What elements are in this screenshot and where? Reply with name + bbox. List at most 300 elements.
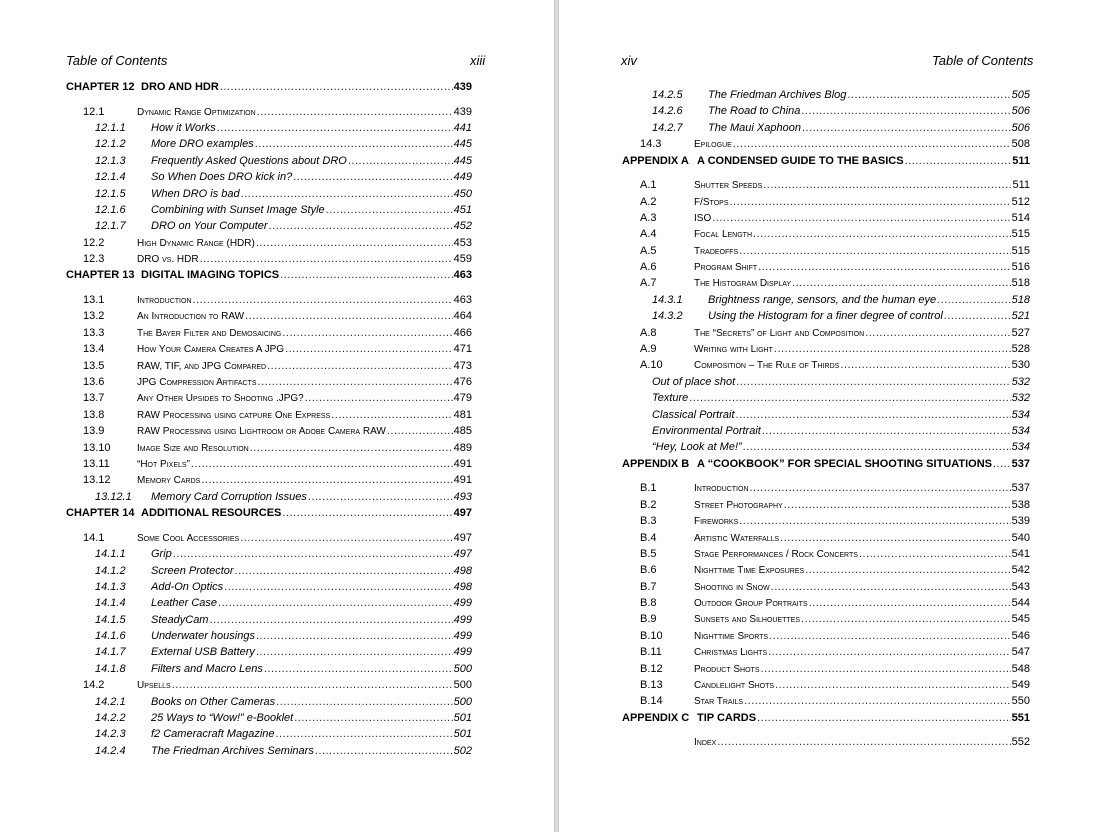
toc-entry-title: Leather Case (151, 597, 218, 610)
toc-entry-title: The Road to China (708, 105, 801, 118)
right-header-page-number: xiv (621, 53, 637, 68)
dot-leader (753, 226, 1011, 242)
toc-entry-section[interactable] (66, 235, 472, 251)
toc-entry-page-number: 516 (1011, 261, 1030, 274)
toc-entry-section[interactable] (66, 407, 472, 423)
toc-entry-sub[interactable] (622, 120, 1030, 136)
toc-entry-page-number: 476 (453, 376, 472, 389)
dot-leader (792, 275, 1011, 291)
toc-entry-sub[interactable] (66, 710, 472, 726)
toc-entry-number: 12.3 (83, 253, 105, 266)
dot-leader (348, 153, 453, 169)
toc-entry-title: A CONDENSED GUIDE TO THE BASICS (697, 154, 904, 167)
toc-entry-page-number: 491 (453, 457, 472, 470)
toc-entry-number: 12.1.4 (95, 171, 126, 184)
toc-entry-section[interactable] (622, 136, 1030, 152)
toc-entry-number: B.8 (640, 597, 657, 610)
toc-entry-sub[interactable] (66, 546, 472, 562)
toc-entry-title: Focal Length (694, 229, 753, 241)
dot-leader (758, 259, 1010, 275)
toc-entry-section[interactable] (66, 423, 472, 439)
toc-entry-title: RAW Processing using Lightroom or Adobe Camera RAW (137, 426, 386, 438)
toc-entry-title: Brightness range, sensors, and the human eye (708, 293, 937, 306)
toc-entry-chapter[interactable] (66, 505, 472, 521)
toc-entry-chapter[interactable] (622, 153, 1030, 169)
toc-entry-number: 12.1.3 (95, 154, 126, 167)
toc-entry-title: Upsells (137, 680, 171, 692)
toc-entry-page-number: 505 (1011, 89, 1030, 101)
toc-entry-page-number: 514 (1011, 211, 1030, 224)
toc-entry-sub[interactable] (622, 292, 1030, 308)
toc-entry-title: f2 Cameracraft Magazine (151, 728, 275, 741)
toc-entry-number: 12.1.2 (95, 138, 126, 151)
toc-entry-section[interactable] (622, 226, 1030, 242)
toc-entry-page-number: 544 (1011, 597, 1030, 610)
dot-leader (209, 612, 452, 628)
toc-entry-section[interactable] (622, 546, 1030, 562)
toc-entry-title: Add-On Optics (151, 580, 224, 593)
dot-leader (240, 530, 452, 546)
toc-entry-sub[interactable] (622, 87, 1030, 103)
toc-entry-title: ISO (694, 212, 712, 224)
toc-entry-section[interactable] (66, 325, 472, 341)
toc-entry-number: 14.2.4 (95, 744, 126, 757)
toc-entry-section[interactable] (66, 341, 472, 357)
toc-entry-page-number: 439 (453, 105, 472, 118)
toc-entry-page-number: 498 (453, 580, 472, 593)
toc-entry-section[interactable] (622, 497, 1030, 513)
dot-leader (809, 595, 1011, 611)
toc-entry-section[interactable] (66, 308, 472, 324)
toc-entry-section[interactable] (622, 210, 1030, 226)
toc-entry-plain[interactable] (622, 423, 1030, 439)
toc-entry-number: B.4 (640, 531, 657, 544)
toc-entry-title: Filters and Macro Lens (151, 662, 263, 675)
toc-entry-page-number: 515 (1011, 228, 1030, 241)
toc-entry-page-number: 500 (453, 695, 472, 708)
toc-entry-section[interactable] (622, 677, 1030, 693)
toc-entry-page-number: 464 (453, 310, 472, 323)
toc-entry-section[interactable] (622, 341, 1030, 357)
toc-entry-section[interactable] (622, 644, 1030, 660)
toc-entry-sub[interactable] (66, 202, 472, 218)
dot-leader (905, 153, 1012, 169)
dot-leader (743, 439, 1011, 455)
toc-spacer (622, 726, 1030, 734)
toc-entry-sub[interactable] (622, 103, 1030, 119)
toc-entry-title: “Hey, Look at Me!” (652, 441, 742, 454)
dot-leader (730, 194, 1011, 210)
toc-entry-title: Street Photography (694, 499, 783, 511)
dot-leader (282, 325, 452, 341)
toc-entry-page-number: 450 (453, 187, 472, 200)
toc-entry-section[interactable] (622, 177, 1030, 193)
toc-entry-number: 13.3 (83, 326, 105, 339)
toc-entry-page-number: 506 (1011, 121, 1030, 134)
toc-entry-page-number: 491 (453, 474, 472, 487)
toc-entry-section[interactable] (622, 562, 1030, 578)
toc-entry-section[interactable] (66, 530, 472, 546)
toc-entry-section[interactable] (66, 440, 472, 456)
dot-leader (775, 677, 1011, 693)
toc-entry-page-number: 449 (453, 171, 472, 184)
toc-entry-title: RAW, TIF, and JPG Compared (137, 360, 267, 372)
dot-leader (293, 169, 452, 185)
toc-entry-section[interactable] (622, 480, 1030, 496)
dot-leader (739, 243, 1010, 259)
toc-entry-page-number: 542 (1011, 564, 1030, 577)
toc-entry-title: The Friedman Archives Seminars (151, 744, 314, 757)
toc-entry-title: Memory Card Corruption Issues (151, 490, 307, 503)
dot-leader (280, 267, 453, 283)
toc-entry-number: A.5 (640, 244, 657, 257)
toc-entry-title: The Histogram Display (694, 278, 792, 290)
toc-entry-title: Epilogue (694, 139, 732, 151)
toc-entry-title: Environmental Portrait (652, 425, 761, 437)
toc-entry-number: APPENDIX A (622, 154, 689, 167)
toc-entry-title: The Maui Xaphoon (708, 121, 801, 134)
dot-leader (802, 120, 1011, 136)
toc-entry-page-number: 508 (1011, 138, 1030, 151)
dot-leader (200, 251, 453, 267)
toc-entry-title: Writing with Light (694, 344, 773, 356)
toc-entry-section[interactable] (622, 194, 1030, 210)
dot-leader (784, 497, 1011, 513)
toc-entry-page-number: 439 (453, 81, 472, 93)
toc-entry-sub[interactable] (66, 579, 472, 595)
toc-entry-sub[interactable] (622, 308, 1030, 324)
toc-entry-sub[interactable] (66, 726, 472, 742)
dot-leader (256, 628, 453, 644)
toc-entry-page-number: 463 (453, 294, 472, 307)
toc-entry-sub[interactable] (66, 218, 472, 234)
toc-entry-page-number: 498 (453, 564, 472, 577)
dot-leader (744, 693, 1011, 709)
toc-entry-number: A.10 (640, 359, 663, 372)
toc-entry-title: Artistic Waterfalls (694, 532, 780, 544)
toc-entry-sub[interactable] (66, 694, 472, 710)
toc-entry-page-number: 534 (1011, 408, 1030, 421)
toc-entry-plain[interactable] (622, 374, 1030, 390)
toc-entry-page-number: 459 (453, 253, 472, 266)
toc-entry-page-number: 499 (453, 597, 472, 610)
dot-leader (739, 513, 1010, 529)
toc-entry-title: Shutter Speeds (694, 180, 763, 192)
toc-entry-number: B.2 (640, 498, 657, 511)
toc-entry-title: The Bayer Filter and Demosaicing (137, 327, 282, 339)
toc-entry-page-number: 551 (1011, 711, 1030, 724)
toc-entry-page-number: 473 (453, 359, 472, 372)
toc-entry-number: 13.7 (83, 392, 105, 405)
toc-entry-section[interactable] (622, 243, 1030, 259)
toc-entry-section[interactable] (622, 530, 1030, 546)
toc-entry-page-number: 545 (1011, 613, 1030, 626)
dot-leader (768, 644, 1011, 660)
toc-entry-sub[interactable] (66, 612, 472, 628)
toc-spacer (66, 95, 472, 103)
dot-leader (847, 87, 1010, 103)
dot-leader (173, 546, 453, 562)
toc-entry-page-number: 539 (1011, 515, 1030, 528)
toc-entry-title: Memory Cards (137, 475, 201, 487)
dot-leader (172, 677, 453, 693)
toc-spacer (622, 169, 1030, 177)
dot-leader (235, 563, 453, 579)
toc-entry-number: 13.9 (83, 425, 105, 438)
toc-entry-plain[interactable] (622, 407, 1030, 423)
toc-entry-number: 13.1 (83, 294, 105, 307)
toc-entry-title: Texture (652, 392, 689, 405)
toc-entry-page-number: 552 (1011, 736, 1030, 749)
toc-entry-number: 14.1.7 (95, 646, 126, 659)
toc-entry-title: RAW Processing using catpure One Express (137, 409, 331, 421)
toc-entry-page-number: 471 (453, 343, 472, 356)
toc-entry-title: How it Works (151, 121, 216, 134)
toc-entry-number: 14.2 (83, 679, 105, 692)
dot-leader (712, 210, 1010, 226)
toc-entry-sub[interactable] (66, 628, 472, 644)
toc-entry-page-number: 497 (453, 531, 472, 544)
toc-entry-title: More DRO examples (151, 138, 254, 151)
toc-entry-number: B.12 (640, 662, 663, 675)
dot-leader (276, 694, 453, 710)
dot-leader (218, 595, 453, 611)
right-header-title: Table of Contents (932, 53, 1034, 68)
toc-entry-page-number: 441 (453, 121, 472, 134)
toc-entry-number: 14.1.5 (95, 613, 126, 626)
toc-entry-title: DRO on Your Computer (151, 220, 268, 233)
toc-entry-number: 14.3.2 (652, 310, 683, 323)
toc-entry-page-number: 500 (453, 662, 472, 675)
toc-entry-page-number: 493 (453, 490, 472, 503)
dot-leader (267, 358, 453, 374)
toc-entry-chapter[interactable] (66, 267, 472, 283)
toc-entry-chapter[interactable] (622, 710, 1030, 726)
toc-entry-page-number: 497 (453, 507, 472, 520)
toc-entry-page-number: 497 (453, 548, 472, 561)
dot-leader (993, 456, 1011, 472)
toc-entry-page-number: 485 (453, 425, 472, 438)
toc-entry-page-number: 499 (453, 630, 472, 643)
toc-entry-number: B.13 (640, 679, 663, 692)
toc-entry-page-number: 453 (453, 236, 472, 249)
toc-entry-page-number: 540 (1011, 531, 1030, 544)
toc-entry-number: B.9 (640, 613, 657, 626)
dot-leader (250, 440, 453, 456)
toc-entry-title: High Dynamic Range (HDR) (137, 237, 255, 249)
toc-entry-number: B.14 (640, 695, 663, 708)
dot-leader (774, 341, 1011, 357)
dot-leader (217, 120, 453, 136)
toc-entry-page-number: 511 (1012, 179, 1030, 192)
toc-entry-sub[interactable] (66, 489, 472, 505)
toc-entry-page-number: 479 (453, 392, 472, 405)
toc-entry-title: Introduction (694, 483, 749, 495)
toc-entry-section[interactable] (66, 472, 472, 488)
toc-entry-title: A “COOKBOOK” FOR SPECIAL SHOOTING SITUATIONS (697, 457, 992, 470)
toc-entry-number: A.9 (640, 343, 657, 356)
toc-entry-sub[interactable] (66, 563, 472, 579)
toc-entry-page-number: 511 (1012, 154, 1030, 167)
toc-entry-title: Fireworks (694, 516, 739, 528)
dot-leader (944, 308, 1011, 324)
toc-entry-section[interactable] (66, 677, 472, 693)
toc-entry-title: ADDITIONAL RESOURCES (141, 507, 282, 520)
toc-entry-title: Star Trails (694, 696, 744, 708)
toc-entry-title: Underwater housings (151, 630, 255, 643)
dot-leader (315, 743, 453, 759)
dot-leader (805, 562, 1010, 578)
toc-entry-section[interactable] (622, 611, 1030, 627)
toc-entry-title: An Introduction to RAW (137, 311, 245, 323)
toc-entry-number: A.7 (640, 277, 657, 290)
toc-entry-plain[interactable] (622, 390, 1030, 406)
toc-entry-number: 14.2.6 (652, 105, 683, 118)
toc-entry-title: TIP CARDS (697, 711, 757, 724)
toc-entry-page-number: 501 (453, 712, 472, 725)
toc-entry-page-number: 546 (1011, 629, 1030, 642)
toc-entry-section[interactable] (622, 661, 1030, 677)
toc-entry-page-number: 481 (453, 408, 472, 421)
dot-leader (264, 661, 453, 677)
toc-entry-title: When DRO is bad (151, 187, 240, 200)
left-page (0, 0, 555, 832)
toc-entry-page-number: 500 (453, 679, 472, 692)
toc-entry-section[interactable] (622, 595, 1030, 611)
toc-entry-chapter[interactable] (622, 456, 1030, 472)
dot-leader (865, 325, 1010, 341)
toc-entry-number: 14.2.5 (652, 89, 683, 101)
toc-entry-number: 14.1.3 (95, 580, 126, 593)
dot-leader (736, 407, 1011, 423)
dot-leader (285, 341, 453, 357)
toc-entry-title: “Hot Pixels” (137, 458, 190, 470)
toc-entry-section[interactable] (622, 693, 1030, 709)
toc-entry-section[interactable] (66, 374, 472, 390)
dot-leader (326, 202, 453, 218)
toc-entry-sub[interactable] (66, 743, 472, 759)
left-header-title: Table of Contents (66, 53, 168, 68)
toc-entry-number: 13.11 (83, 457, 110, 470)
toc-entry-page-number: 452 (453, 220, 472, 233)
dot-leader (255, 136, 453, 152)
toc-entry-sub[interactable] (66, 120, 472, 136)
toc-entry-title: Using the Histogram for a finer degree of control (708, 310, 943, 323)
toc-entry-section[interactable] (622, 579, 1030, 595)
dot-leader (733, 136, 1011, 152)
toc-entry-number: 12.1.1 (95, 121, 126, 134)
toc-entry-title: Frequently Asked Questions about DRO (151, 154, 347, 167)
toc-entry-page-number: 538 (1011, 498, 1030, 511)
toc-entry-page-number: 499 (453, 613, 472, 626)
toc-entry-title: Outdoor Group Portraits (694, 598, 808, 610)
dot-leader (801, 611, 1011, 627)
toc-entry-title: The Friedman Archives Blog (708, 89, 847, 101)
toc-entry-title: SteadyCam (151, 613, 209, 626)
toc-entry-section[interactable] (66, 104, 472, 120)
toc-entry-page-number: 534 (1011, 425, 1030, 437)
toc-entry-number: A.6 (640, 261, 657, 274)
toc-entry-title: Dynamic Range Optimization (137, 106, 256, 118)
toc-entry-sub[interactable] (66, 153, 472, 169)
toc-entry-page-number: 515 (1011, 244, 1030, 257)
toc-entry-page-number: 530 (1011, 359, 1030, 372)
dot-leader (859, 546, 1011, 562)
toc-entry-title: Introduction (137, 295, 192, 307)
toc-entry-sub[interactable] (66, 661, 472, 677)
toc-entry-page-number: 541 (1011, 547, 1030, 560)
toc-entry-number: 14.2.2 (95, 712, 126, 725)
toc-entry-section[interactable] (622, 734, 1030, 750)
toc-entry-section[interactable] (622, 325, 1030, 341)
toc-entry-sub[interactable] (66, 644, 472, 660)
toc-entry-sub[interactable] (66, 169, 472, 185)
dot-leader (256, 644, 453, 660)
dot-leader (245, 308, 453, 324)
dot-leader (736, 374, 1010, 390)
toc-entry-section[interactable] (66, 358, 472, 374)
toc-entry-number: 14.1.6 (95, 630, 126, 643)
toc-entry-chapter[interactable] (66, 79, 472, 95)
toc-entry-number: 14.3 (640, 138, 662, 151)
toc-entry-section[interactable] (622, 357, 1030, 373)
toc-entry-title: Image Size and Resolution (137, 442, 249, 454)
toc-entry-number: 12.2 (83, 236, 105, 249)
dot-leader (224, 579, 453, 595)
toc-entry-page-number: 532 (1011, 392, 1030, 405)
toc-entry-title: DRO vs. HDR (137, 254, 199, 266)
toc-entry-section[interactable] (622, 513, 1030, 529)
dot-leader (308, 489, 453, 505)
toc-entry-title: Combining with Sunset Image Style (151, 203, 325, 216)
toc-entry-title: Screen Protector (151, 564, 234, 577)
toc-entry-section[interactable] (66, 292, 472, 308)
toc-entry-number: 14.1.1 (95, 548, 126, 561)
toc-entry-number: 14.2.7 (652, 121, 683, 134)
dot-leader (762, 423, 1011, 439)
toc-spacer (622, 472, 1030, 480)
toc-entry-sub[interactable] (66, 186, 472, 202)
toc-entry-number: 14.2.1 (95, 695, 126, 708)
toc-entry-section[interactable] (66, 390, 472, 406)
toc-entry-number: 14.2.3 (95, 728, 126, 741)
toc-entry-section[interactable] (622, 628, 1030, 644)
toc-entry-title: External USB Battery (151, 646, 255, 659)
dot-leader (761, 661, 1011, 677)
toc-entry-page-number: 512 (1011, 195, 1030, 208)
toc-entry-number: A.3 (640, 211, 657, 224)
dot-leader (257, 104, 453, 120)
toc-entry-title: Christmas Lights (694, 647, 768, 659)
toc-entry-sub[interactable] (66, 136, 472, 152)
toc-entry-page-number: 445 (453, 154, 472, 167)
toc-entry-section[interactable] (622, 259, 1030, 275)
toc-entry-section[interactable] (66, 456, 472, 472)
toc-entry-number: B.6 (640, 564, 657, 577)
toc-entry-section[interactable] (66, 251, 472, 267)
toc-entry-plain[interactable] (622, 439, 1030, 455)
toc-entry-sub[interactable] (66, 595, 472, 611)
right-page (558, 0, 1113, 832)
toc-entry-section[interactable] (622, 275, 1030, 291)
toc-entry-title: Grip (151, 548, 172, 561)
toc-entry-title: DIGITAL IMAGING TOPICS (141, 269, 280, 282)
toc-entry-number: A.1 (640, 179, 657, 192)
toc-entry-page-number: 501 (453, 728, 472, 741)
toc-entry-number: CHAPTER 13 (66, 269, 135, 282)
toc-entry-number: 14.1.4 (95, 597, 126, 610)
toc-entry-page-number: 466 (453, 326, 472, 339)
